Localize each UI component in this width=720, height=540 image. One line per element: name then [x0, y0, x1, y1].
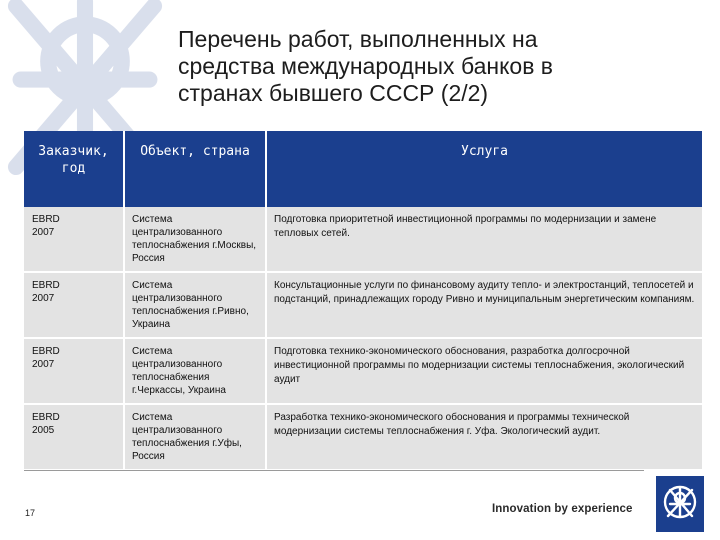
- company-logo: [656, 476, 704, 532]
- slide-title: [178, 26, 698, 107]
- object-cell: Система централизованного теплоснабжения г.Ривно, Украина: [124, 272, 266, 338]
- project-year: 2005: [32, 425, 55, 436]
- table-row: [24, 404, 702, 470]
- object-cell: Система централизованного теплоснабжения г.Москвы, Россия: [124, 207, 266, 272]
- project-year: 2007: [32, 227, 55, 238]
- title-line: странах бывшего СССР (2/2): [178, 80, 489, 106]
- header-service: Услуга: [266, 131, 702, 207]
- client-year-cell: [24, 338, 124, 404]
- works-table: [24, 131, 702, 471]
- service-cell: Разработка технико-экономического обоснования и программы технической модернизации системы теплоснабжения г. Уфа. Экологический аудит.: [266, 404, 702, 470]
- service-cell: Консультационные услуги по финансовому аудиту тепло- и электростанций, теплосетей и подстанций, принадлежащих городу Ривно и муниципальным энергетическим компаниям.: [266, 272, 702, 338]
- table-header-row: [24, 131, 702, 207]
- service-cell: Подготовка технико-экономического обоснования, разработка долгосрочной инвестиционной программы по модернизации системы теплоснабжения, экологический аудит: [266, 338, 702, 404]
- object-cell: Система централизованного теплоснабжения г.Черкассы, Украина: [124, 338, 266, 404]
- project-year: 2007: [32, 359, 55, 370]
- client-name: EBRD: [32, 346, 60, 357]
- client-year-cell: [24, 404, 124, 470]
- page-number: 17: [25, 508, 36, 518]
- title-line: Перечень работ, выполненных на: [178, 26, 538, 52]
- service-cell: Подготовка приоритетной инвестиционной программы по модернизации и замене тепловых сетей.: [266, 207, 702, 272]
- client-year-cell: [24, 272, 124, 338]
- slogan: Innovation by experience: [492, 503, 633, 515]
- table-row: [24, 207, 702, 272]
- header-object-country: Объект, страна: [124, 131, 266, 207]
- table-row: [24, 272, 702, 338]
- object-cell: Система централизованного теплоснабжения г.Уфы, Россия: [124, 404, 266, 470]
- header-client-year: Заказчик, год: [24, 131, 124, 207]
- client-name: EBRD: [32, 214, 60, 225]
- title-line: средства международных банков в: [178, 53, 554, 79]
- footer-divider: [24, 470, 644, 471]
- project-year: 2007: [32, 293, 55, 304]
- client-year-cell: [24, 207, 124, 272]
- table-row: [24, 338, 702, 404]
- client-name: EBRD: [32, 412, 60, 423]
- client-name: EBRD: [32, 280, 60, 291]
- afry-logo-icon: [656, 476, 704, 532]
